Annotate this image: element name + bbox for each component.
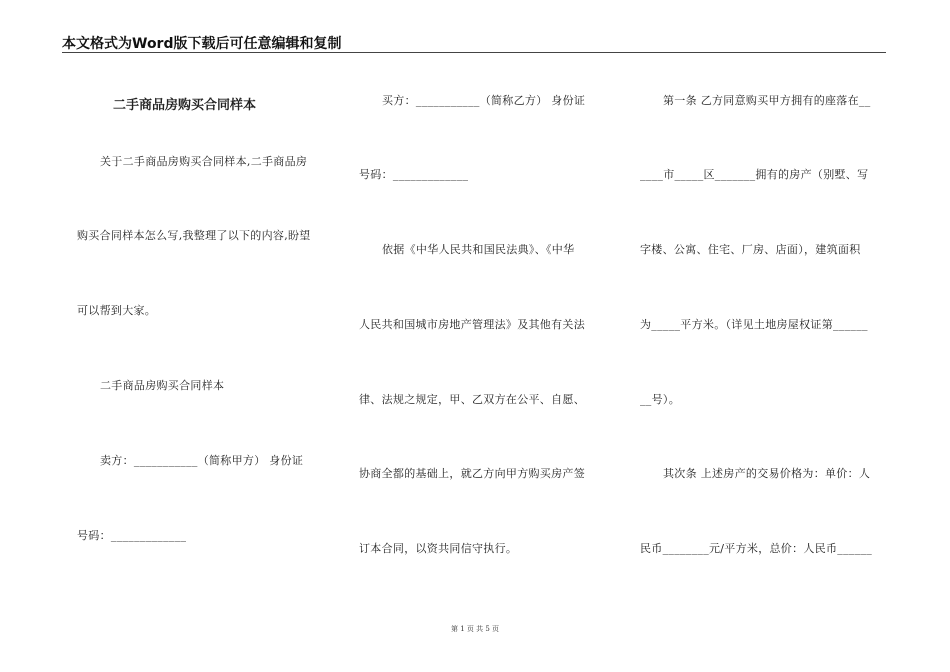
- right-line-7: 民币________元/平方米，总价：人民币______: [640, 542, 873, 555]
- middle-line-4: 人民共和国城市房地产管理法》及其他有关法: [359, 318, 585, 331]
- middle-line-5: 律、法规之规定，甲、乙双方在公平、自愿、: [359, 393, 585, 406]
- right-line-1: 第一条 乙方同意购买甲方拥有的座落在__: [663, 94, 871, 107]
- left-line-1: 关于二手商品房购买合同样本,二手商品房: [100, 155, 308, 168]
- header-divider: [62, 52, 886, 53]
- left-line-4: 二手商品房购买合同样本: [100, 379, 225, 392]
- left-line-2: 购买合同样本怎么写,我整理了以下的内容,盼望: [77, 229, 311, 242]
- right-line-4: 为_____平方米。（详见土地房屋权证第______: [640, 318, 868, 331]
- left-line-5: 卖方：___________（简称甲方） 身份证: [100, 454, 304, 467]
- right-line-3: 字楼、公寓、住宅、厂房、店面），建筑面积: [640, 243, 861, 256]
- right-line-5: __号）。: [640, 393, 680, 406]
- middle-line-3: 依据《中华人民共和国民法典》、《中华: [382, 243, 575, 256]
- middle-line-7: 订本合同，以资共同信守执行。: [359, 542, 518, 555]
- right-line-6: 其次条 上述房产的交易价格为：单价：人: [663, 467, 871, 480]
- contract-title: 二手商品房购买合同样本: [113, 98, 257, 113]
- right-line-2: ____市_____区_______拥有的房产（别墅、写: [640, 168, 869, 181]
- left-line-6: 号码：_____________: [77, 529, 187, 542]
- document-header-title: 本文格式为Word版下载后可任意编辑和复制: [62, 36, 342, 52]
- middle-line-2: 号码：_____________: [359, 168, 469, 181]
- page-number: 第 1 页 共 5 页: [450, 625, 500, 633]
- middle-line-1: 买方：___________（简称乙方） 身份证: [382, 94, 586, 107]
- left-line-3: 可以帮到大家。: [77, 304, 157, 317]
- middle-line-6: 协商全都的基础上，就乙方向甲方购买房产签: [359, 467, 585, 480]
